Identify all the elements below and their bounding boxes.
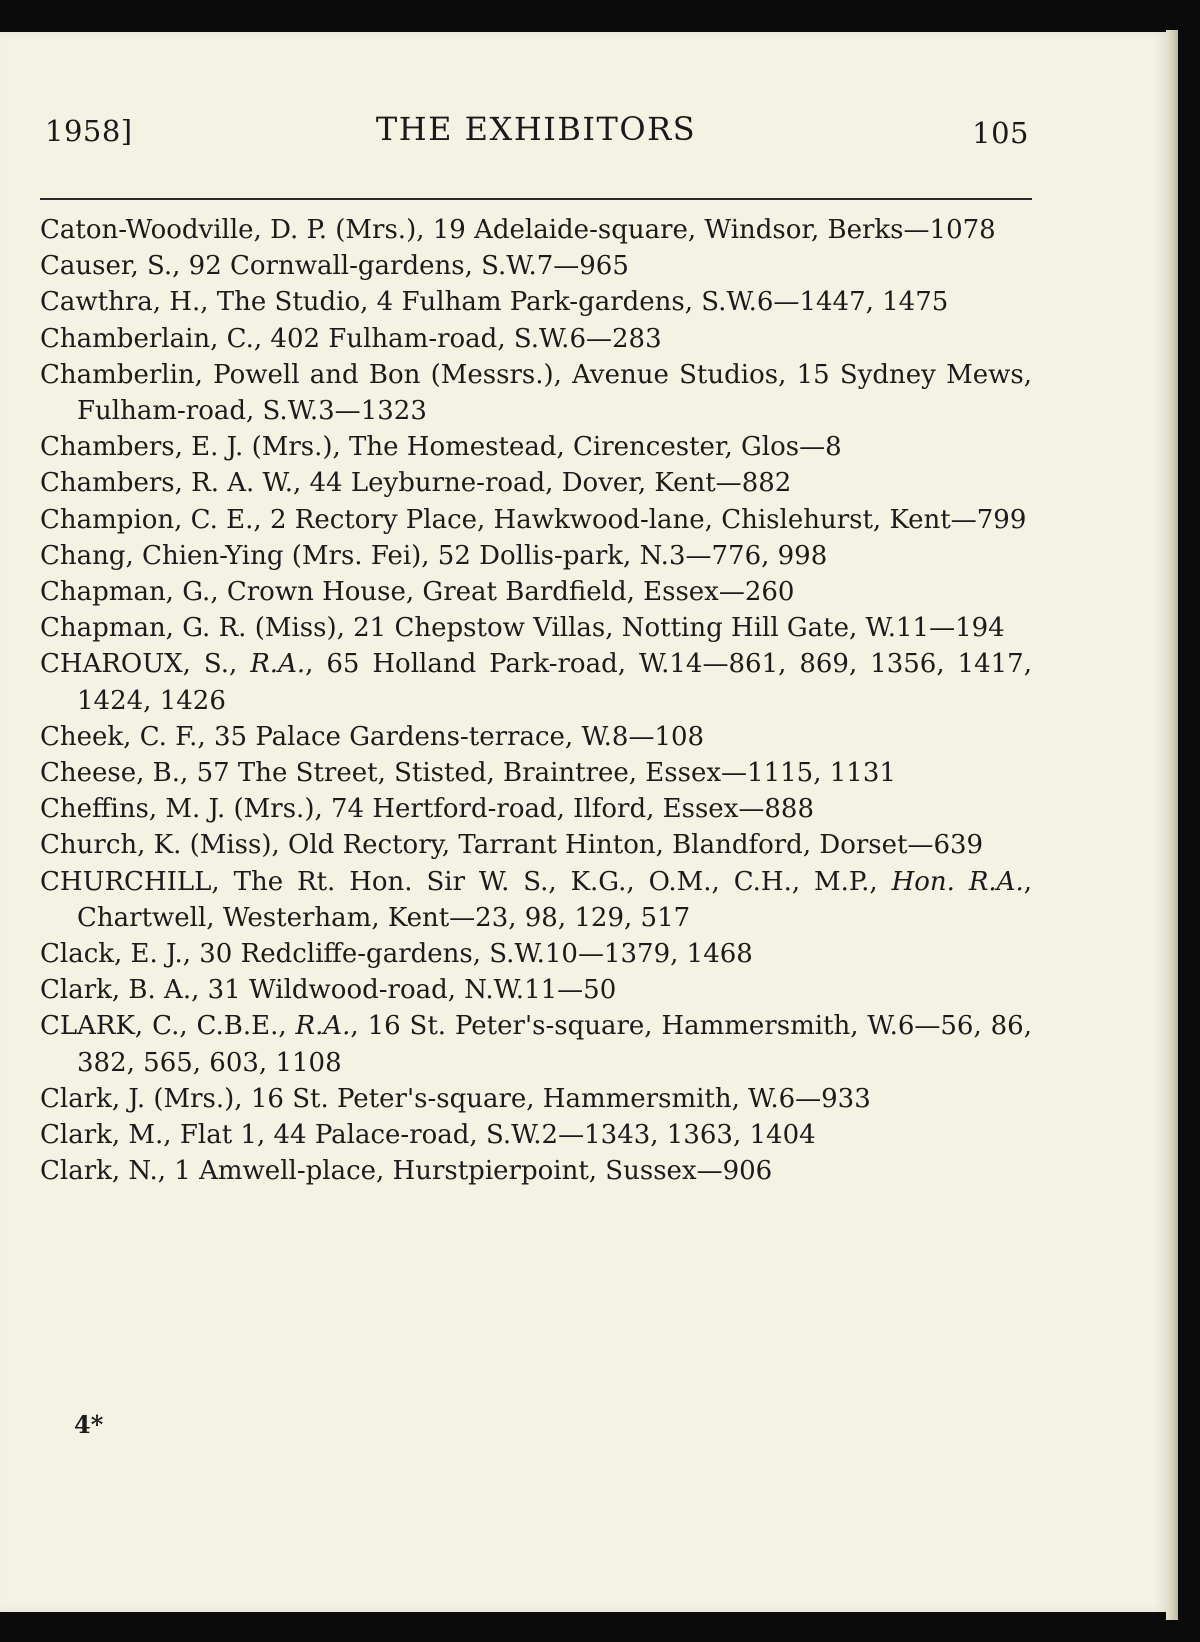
exhibitor-name: CHURCHILL, The Rt. Hon. Sir W. S., K.G., O.M., C.H., M.P., [40,866,892,897]
exhibitor-entry [40,1153,1032,1189]
exhibitor-address: 35 Palace Gardens-terrace, W.8— [205,721,655,752]
exhibitor-name: Clark, M., [40,1120,172,1151]
exhibitor-address: 74 Hertford-road, Ilford, Essex— [322,794,765,825]
exhibitor-entry [40,864,1032,936]
exhibitor-name: Clark, B. A., [40,975,200,1006]
exhibitor-entry [40,284,1032,320]
exhibitor-address: Avenue Studios, 15 Sydney Mews, Fulham-road, S.W.3— [77,359,1032,427]
exhibitor-honour: Hon. R.A. [891,866,1024,897]
exhibitor-address: The Homestead, Cirencester, Glos— [340,432,826,463]
header-title: THE EXHIBITORS [375,110,697,148]
exhibitor-name: Church, K. (Miss), [40,830,280,861]
exhibit-numbers: 194 [955,613,1005,644]
exhibit-numbers: 639 [933,830,984,861]
page-edge [1166,30,1178,1620]
exhibitor-address: 1 Amwell-place, Hurstpierpoint, Sussex— [166,1156,723,1187]
page-number: 105 [972,116,1029,150]
exhibit-numbers: 283 [612,323,662,354]
exhibitor-entry [40,429,1032,465]
exhibitor-entry [40,574,1032,610]
exhibit-numbers: 882 [741,468,792,499]
exhibit-numbers: 8 [825,432,842,463]
exhibitor-address: The Studio, 4 Fulham Park-gardens, S.W.6— [208,287,800,318]
exhibitor-entry [40,646,1032,718]
exhibitor-entry [40,936,1032,972]
exhibitor-address: 402 Fulham-road, S.W.6— [262,323,612,354]
exhibitor-name: Clark, N., [40,1156,167,1187]
exhibit-numbers: 108 [654,721,705,752]
exhibitor-name: Chamberlain, C., [40,323,263,354]
exhibitor-name: Caton-Woodville, D. P. (Mrs.), [40,215,425,245]
exhibitor-entry [40,1117,1032,1153]
exhibitor-entry [40,212,1032,248]
exhibitor-name: Causer, S., [40,251,181,282]
exhibit-numbers: 50 [583,975,617,1006]
exhibitor-name: Cheek, C. F., [40,721,206,752]
signature-mark: 4* [74,1410,104,1439]
exhibitor-entry [40,321,1032,357]
exhibitor-entry [40,610,1032,646]
exhibit-numbers: 861, 869, 1356, 1417, 1424, 1426 [77,649,1032,716]
exhibitor-name: CHAROUX, S., [40,649,251,680]
exhibitor-entry [40,538,1032,574]
exhibitor-name: Cheese, B., [40,758,189,789]
exhibitor-address: 92 Cornwall-gardens, S.W.7— [180,251,580,282]
exhibitor-address: 30 Redcliffe-gardens, S.W.10— [191,939,604,970]
exhibitor-entry [40,1081,1032,1117]
exhibitor-address: 2 Rectory Place, Hawkwood-lane, Chislehurst, Kent— [261,504,977,535]
exhibitor-entry [40,755,1032,791]
exhibit-numbers: 1379, 1468 [603,939,753,970]
exhibit-numbers: 888 [764,794,814,825]
exhibitor-entry [40,502,1032,538]
exhibitor-name: Chambers, E. J. (Mrs.), [40,432,341,463]
exhibitor-name: Cawthra, H., [40,287,209,318]
exhibitor-address: , Chartwell, Westerham, Kent— [77,866,1032,933]
exhibitor-list [40,212,1032,1189]
running-header [40,108,1032,148]
exhibit-numbers: 1078 [929,215,996,245]
exhibit-numbers: 1115, 1131 [747,758,896,789]
exhibitor-address: 21 Chepstow Villas, Notting Hill Gate, W.11— [344,613,956,644]
exhibitor-entry [40,1008,1032,1080]
exhibitor-name: Chapman, G., [40,577,219,608]
exhibitor-address: 19 Adelaide-square, Windsor, Berks— [424,215,930,245]
exhibitor-address: Old Rectory, Tarrant Hinton, Blandford, Dorset— [279,830,934,861]
exhibitor-entry [40,357,1032,429]
header-rule [40,198,1032,200]
exhibitor-honour: R.A. [250,649,306,680]
exhibitor-name: Cheffins, M. J. (Mrs.), [40,794,323,825]
exhibit-numbers: 906 [722,1156,773,1187]
exhibitor-name: Chang, Chien-Ying (Mrs. Fei), [40,540,430,571]
exhibit-numbers: 776, 998 [711,540,828,571]
exhibit-numbers: 965 [579,251,629,282]
exhibitor-address: Flat 1, 44 Palace-road, S.W.2— [171,1120,585,1151]
exhibitor-name: Clark, J. (Mrs.), [40,1083,243,1114]
header-year: 1958] [45,114,133,148]
exhibitor-address: Crown House, Great Bardfield, Essex— [218,577,745,608]
exhibitor-name: Clack, E. J., [40,939,191,970]
exhibit-numbers: 799 [976,504,1027,535]
exhibitor-address: 52 Dollis-park, N.3— [429,540,712,571]
exhibitor-address: 16 St. Peter's-square, Hammersmith, W.6— [242,1083,822,1114]
exhibitor-honour: R.A. [295,1011,351,1042]
exhibitor-name: Champion, C. E., [40,504,262,535]
exhibitor-name: CLARK, C., C.B.E., [40,1011,296,1042]
exhibit-numbers: 23, 98, 129, 517 [475,902,691,933]
exhibit-numbers: 260 [744,577,795,608]
exhibitor-name: Chamberlin, Powell and Bon (Messrs.), [40,359,562,390]
exhibitor-address: 44 Leyburne-road, Dover, Kent— [301,468,742,499]
exhibit-numbers: 933 [821,1083,871,1114]
exhibitor-address: 57 The Street, Stisted, Braintree, Essex— [188,758,748,789]
exhibit-numbers: 56, 86, 382, 565, 603, 1108 [77,1011,1032,1078]
exhibitor-name: Chambers, R. A. W., [40,468,302,499]
exhibitor-entry [40,465,1032,501]
exhibitor-address: , 65 Holland Park-road, W.14— [305,649,729,680]
exhibitor-entry [40,248,1032,284]
exhibitor-address: 31 Wildwood-road, N.W.11— [199,975,584,1006]
exhibitor-entry [40,972,1032,1008]
exhibitor-address: , 16 St. Peter's-square, Hammersmith, W.6— [350,1011,941,1042]
exhibitor-entry [40,827,1032,863]
exhibitor-name: Chapman, G. R. (Miss), [40,613,345,644]
exhibit-numbers: 1447, 1475 [799,287,949,318]
exhibitor-entry [40,791,1032,827]
exhibit-numbers: 1323 [360,396,427,427]
exhibit-numbers: 1343, 1363, 1404 [584,1120,816,1151]
exhibitor-entry [40,719,1032,755]
